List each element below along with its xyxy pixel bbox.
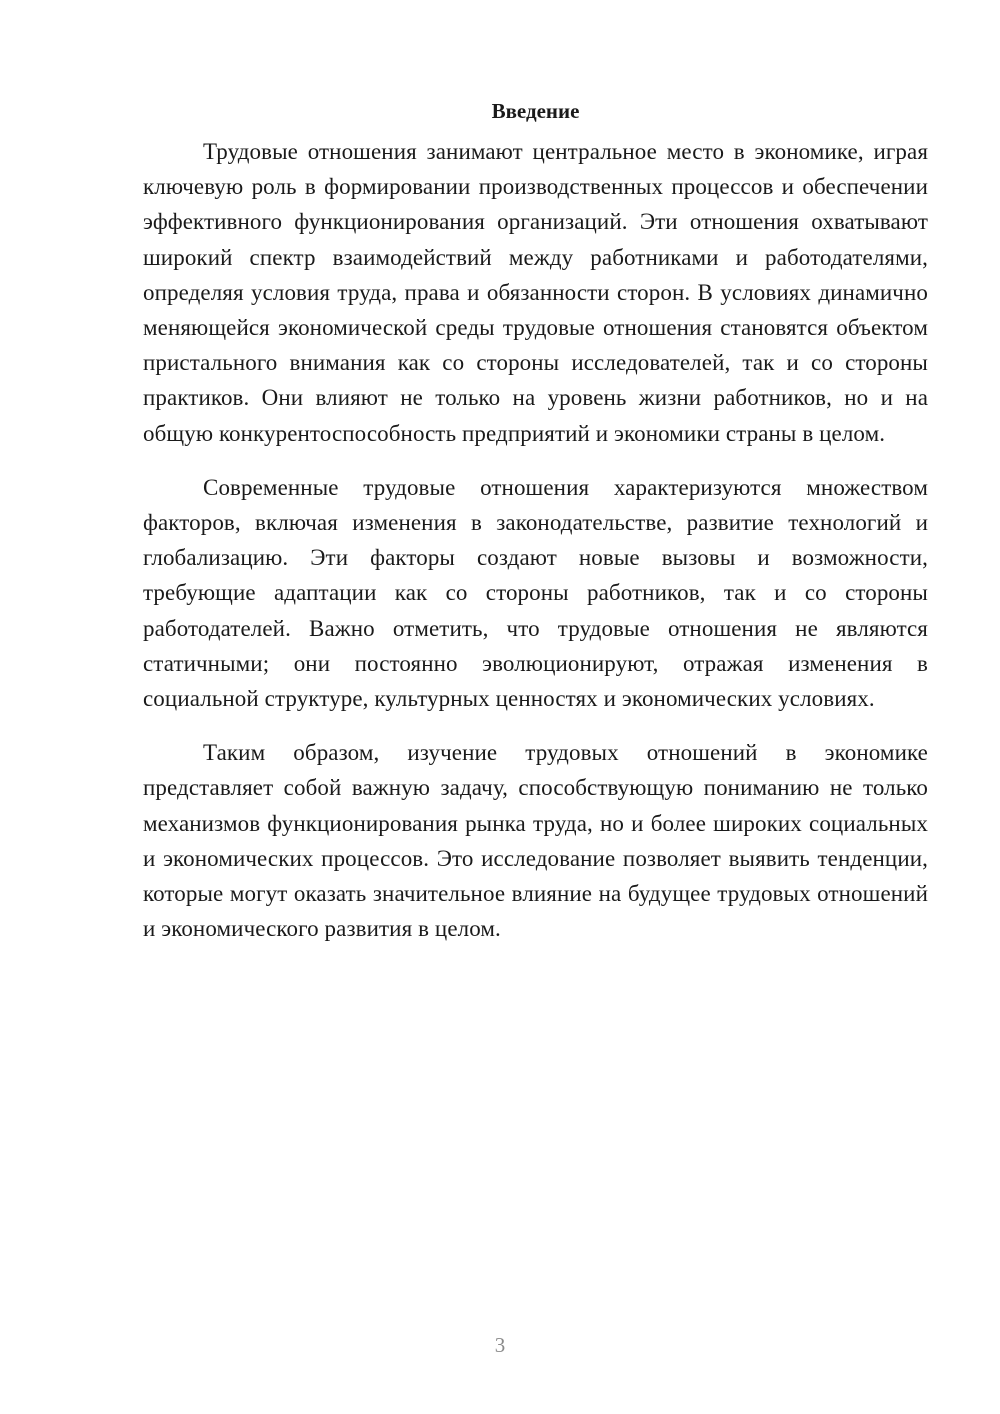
- paragraph-3: Таким образом, изучение трудовых отношений в экономике представляет собой важную задачу, способствующую пониманию не только механизмов функционирования рынка труда, но и более широких социальных и экономических процессов. Это исследование позволяет выявить тенденции, которые могут оказать значительное влияние на будущее трудовых отношений и экономического развития в целом.: [143, 740, 928, 942]
- document-body: [143, 96, 928, 946]
- paragraph-1: Трудовые отношения занимают центральное место в экономике, играя ключевую роль в формировании производственных процессов и обеспечении эффективного функционирования организаций. Эти отношения охватывают широкий спектр взаимодействий между работниками и работодателями, определяя условия труда, права и обязанности сторон. В условиях динамично меняющейся экономической среды трудовые отношения становятся объектом пристального внимания как со стороны исследователей, так и со стороны практиков. Они влияют не только на уровень жизни работников, но и на общую конкурентоспособность предприятий и экономики страны в целом.: [143, 139, 928, 446]
- paragraph-2: Современные трудовые отношения характеризуются множеством факторов, включая изменения в законодательстве, развитие технологий и глобализацию. Эти факторы создают новые вызовы и возможности, требующие адаптации как со стороны работников, так и со стороны работодателей. Важно отметить, что трудовые отношения не являются статичными; они постоянно эволюционируют, отражая изменения в социальной структуре, культурных ценностях и экономических условиях.: [143, 474, 928, 712]
- page-number: 3: [494, 1333, 506, 1357]
- section-title: Введение: [491, 99, 580, 123]
